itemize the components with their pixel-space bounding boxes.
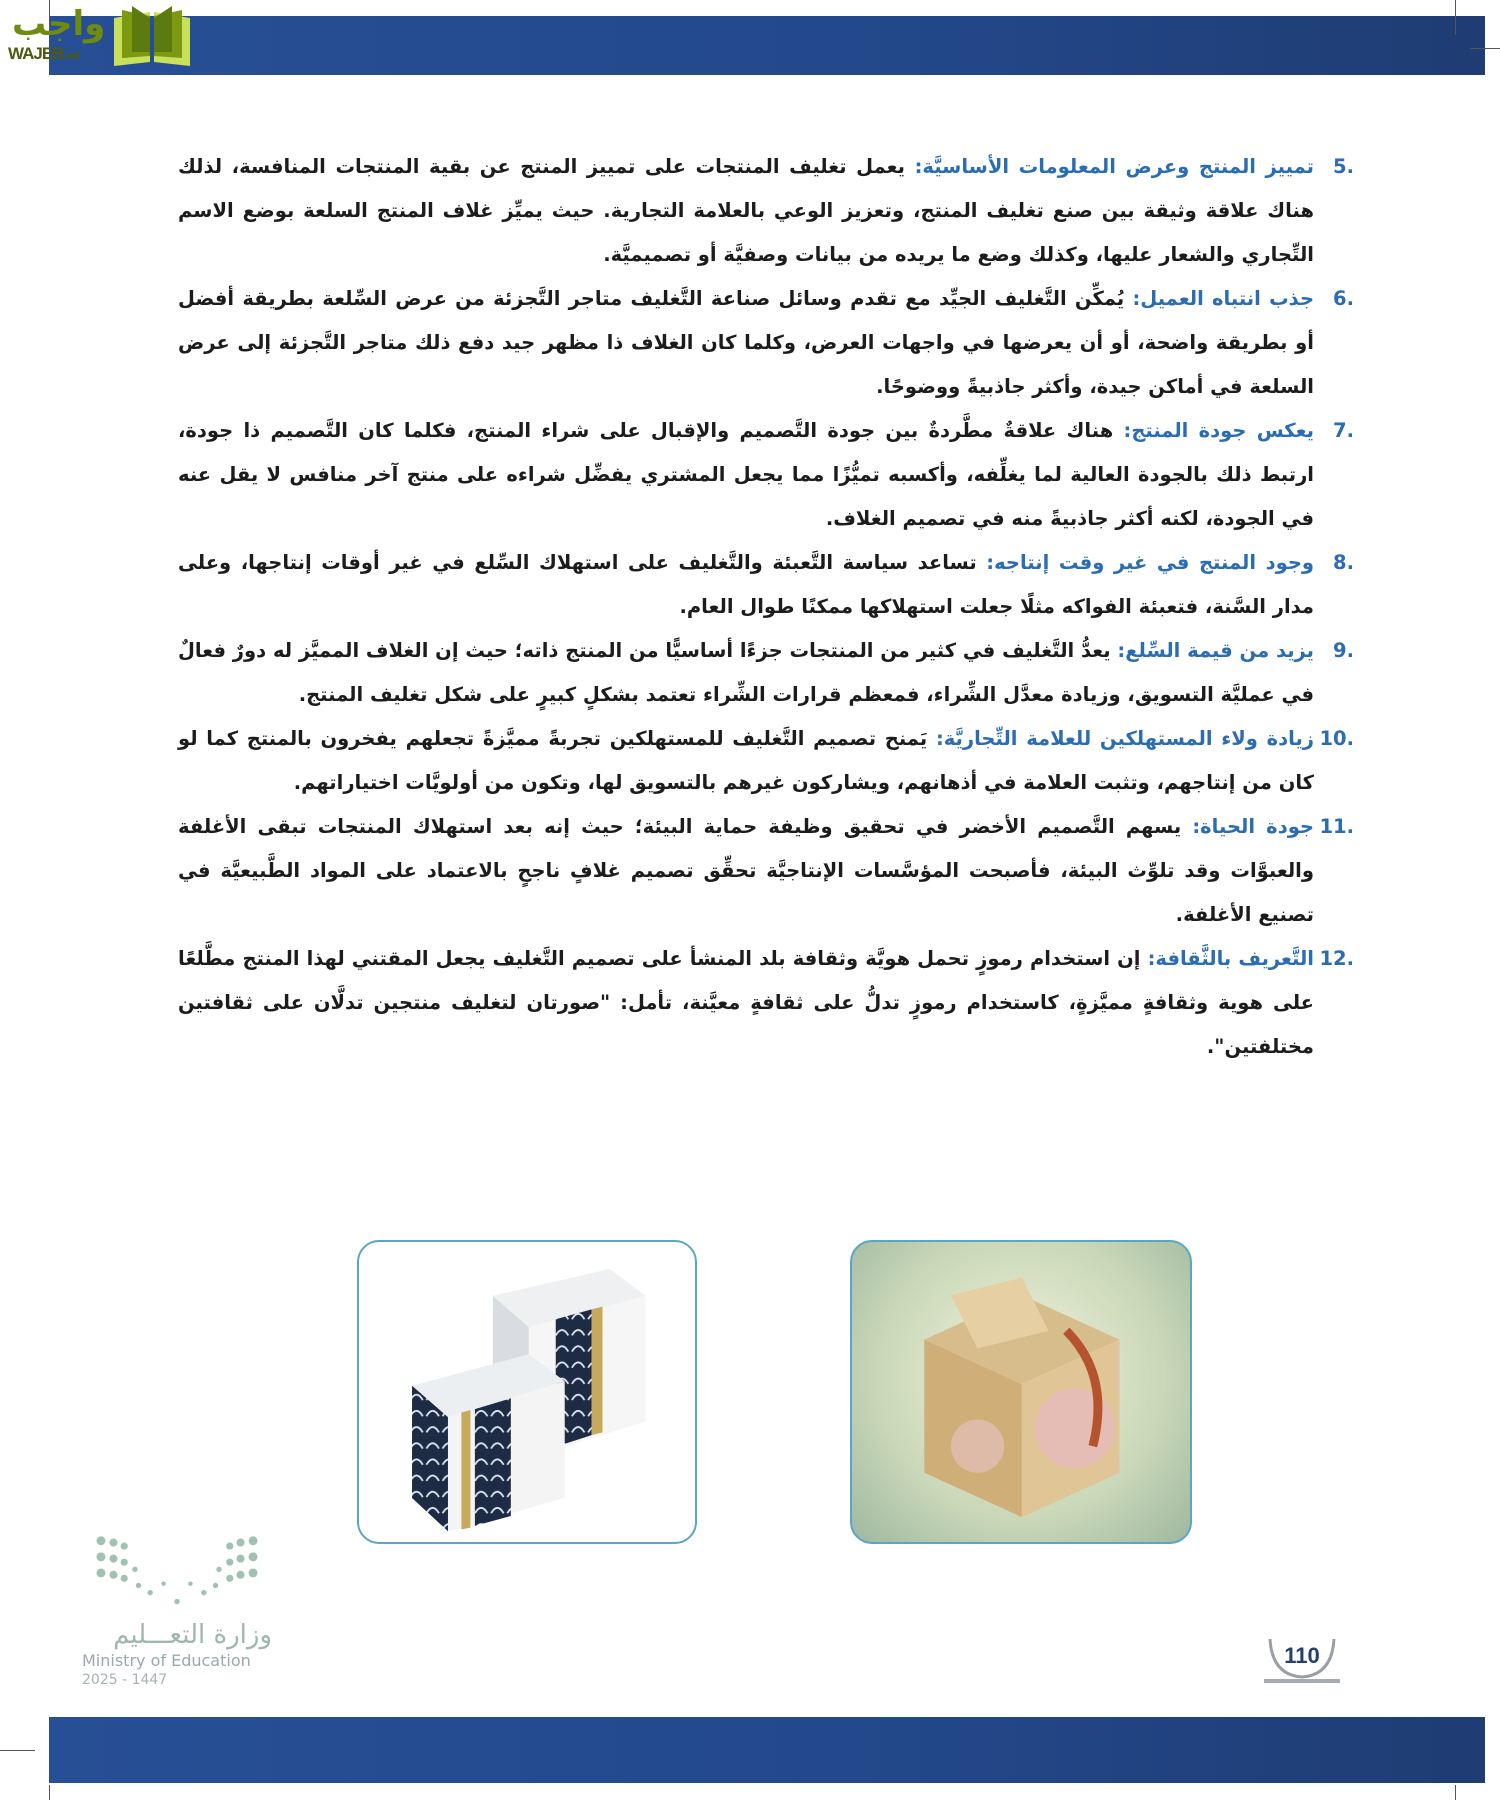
item-number: .7 <box>1333 419 1354 442</box>
item-body: يسهم التَّصميم الأخضر في تحقيق وظيفة حماية البيئة؛ حيث إنه بعد استهلاك المنتجات تبقى الأغلفة والعبوَّات وقد تلوِّث البيئة، فأصبحت المؤسَّسات الإنتاجيَّة تحقِّق تصميم غلافٍ ناجحٍ بالاعتماد على المواد الطَّبيعيَّة في تصنيع الأغلفة. <box>178 815 1314 926</box>
item-body: يعمل تغليف المنتجات على تمييز المنتج عن بقية المنتجات المنافسة، لذلك هناك علاقة وثيقة بين صنع تغليف المنتج، وتعزيز الوعي بالعلامة التجارية. حيث يميِّز غلاف المنتج السلعة بوضع الاسم التِّجاري والشعار عليها، وكذلك وضع ما يريده من بيانات وصفيَّة أو تصميميَّة. <box>178 155 1314 266</box>
list-item <box>178 629 1354 717</box>
footer-band <box>49 1717 1485 1783</box>
ministry-name-arabic: وزارة التعـــليم <box>113 1620 272 1650</box>
ministry-name-english: Ministry of Education <box>82 1651 251 1670</box>
list-item <box>178 409 1354 541</box>
item-number: .5 <box>1333 155 1354 178</box>
list-item <box>178 277 1354 409</box>
ministry-dots-emblem <box>82 1530 272 1615</box>
packaging-benefits-list <box>178 145 1354 1069</box>
item-number: .11 <box>1319 815 1354 838</box>
item-number: .8 <box>1333 551 1354 574</box>
eid-packaging-photo <box>357 1240 697 1544</box>
item-number: .9 <box>1333 639 1354 662</box>
header-band <box>49 16 1485 75</box>
item-body: تساعد سياسة التَّعبئة والتَّغليف على استهلاك السِّلع في غير أوقات إنتاجها، وعلى مدار السَّنة، فتعبئة الفواكه مثلًا جعلت استهلاكها ممكنًا طوال العام. <box>178 551 1314 618</box>
item-title: جودة الحياة: <box>1192 815 1314 838</box>
chinese-packaging-photo <box>850 1240 1192 1544</box>
ministry-of-education-logo <box>82 1530 272 1689</box>
item-body: يُمكِّن التَّغليف الجيِّد مع تقدم وسائل صناعة التَّغليف متاجر التَّجزئة من عرض السِّلعة بطريقة أفضل أو بطريقة واضحة، أو أن يعرضها في واجهات العرض، وكلما كان الغلاف ذا مظهر جيد دفع ذلك متاجر التَّجزئة إلى عرض السلعة في أماكن جيدة، وأكثر جاذبيةً ووضوحًا. <box>178 287 1314 398</box>
crop-mark <box>0 1750 35 1751</box>
item-number: .10 <box>1319 727 1354 750</box>
page-number: 110 <box>1284 1643 1320 1668</box>
list-item <box>178 541 1354 629</box>
item-body: يَمنح تصميم التَّغليف للمستهلكين تجربةً مميَّزةً تجعلهم يفخرون بالمنتج كما لو كان من إنتاجهم، وتثبت العلامة في أذهانهم، ويشاركون غيرهم بالتسويق لها، وتكون من أولويَّات اختياراتهم. <box>178 727 1314 794</box>
item-title: يعكس جودة المنتج: <box>1123 419 1314 442</box>
item-title: يزيد من قيمة السِّلع: <box>1117 639 1314 662</box>
crop-mark <box>1470 48 1500 49</box>
crop-mark <box>49 1785 50 1800</box>
item-body: هناك علاقةٌ مطَّردةٌ بين جودة التَّصميم والإقبال على شراء المنتج، فكلما كان التَّصميم ذا جودة، ارتبط ذلك بالجودة العالية لما يغلِّفه، وأكسبه تميُّزًا مما يجعل المشتري يفضِّل شراءه على منتج آخر منافس لا يقل عنه في الجودة، لكنه أكثر جاذبيةً منه في تصميم الغلاف. <box>178 419 1314 530</box>
item-number: .12 <box>1319 947 1354 970</box>
item-number: .6 <box>1333 287 1354 310</box>
list-item <box>178 937 1354 1069</box>
item-title: وجود المنتج في غير وقت إنتاجه: <box>986 551 1315 574</box>
item-body: إن استخدام رموزٍ تحمل هويَّة وثقافة بلد المنشأ على تصميم التَّغليف يجعل المقتني لهذا المنتج مطَّلعًا على هوية وثقافةٍ مميَّزةٍ، كاستخدام رموزٍ تدلُّ على ثقافةٍ معيَّنة، تأمل: "صورتان لتغليف منتجين تدلَّان على ثقافتين مختلفتين". <box>178 947 1314 1058</box>
edition-year: 2025 - 1447 <box>82 1672 168 1688</box>
list-item <box>178 145 1354 277</box>
item-body: يعدُّ التَّغليف في كثير من المنتجات جزءًا أساسيًّا من المنتج ذاته؛ حيث إن الغلاف المميَّز له دورٌ فعالٌ في عمليَّة التسويق، وزيادة معدَّل الشِّراء، فمعظم قرارات الشِّراء تعتمد بشكلٍ كبيرٍ على شكل تغليف المنتج. <box>178 639 1314 706</box>
wajeb-logo[interactable] <box>4 4 190 68</box>
list-item <box>178 805 1354 937</box>
list-item <box>178 717 1354 805</box>
page-number-badge <box>1262 1637 1342 1687</box>
logo-english: WAJEB.net <box>8 44 80 63</box>
item-title: زيادة ولاء المستهلكين للعلامة التِّجاريَّة: <box>935 727 1314 750</box>
book-icon <box>110 6 194 68</box>
logo-arabic: واجب <box>12 4 106 44</box>
crop-mark <box>1455 0 1456 35</box>
crop-mark <box>1455 1785 1456 1800</box>
item-title: التَّعريف بالثَّقافة: <box>1147 947 1314 970</box>
item-title: تمييز المنتج وعرض المعلومات الأساسيَّة: <box>914 155 1314 178</box>
item-title: جذب انتباه العميل: <box>1132 287 1314 310</box>
